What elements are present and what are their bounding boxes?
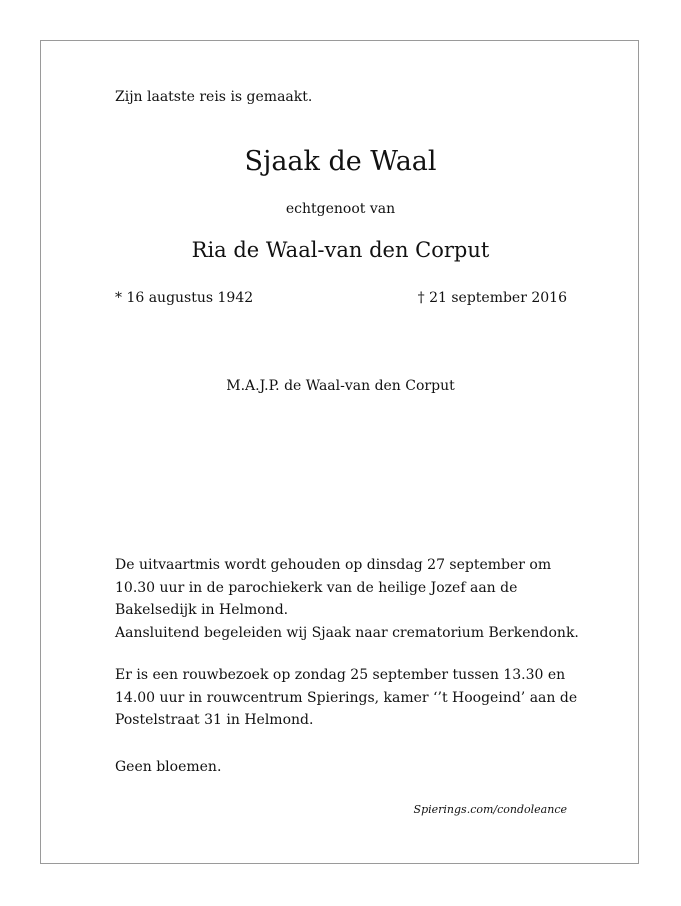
visitation-line: Er is een rouwbezoek op zondag 25 september tussen 13.30 en [115,667,566,683]
relation-text: echtgenoot van [285,201,396,217]
intro-text: Zijn laatste reis is gemaakt. [115,89,313,105]
visitation-line: 14.00 uur in rouwcentrum Spierings, kamer ‘’t Hoogeind’ aan de [115,689,578,706]
ceremony-line: Aansluitend begeleiden wij Sjaak naar crematorium Berkendonk. [115,624,579,641]
visitation-paragraph [115,664,578,732]
closing-text: Geen bloemen. [115,759,222,775]
ceremony-line: Bakelsedijk in Helmond. [115,602,289,618]
family-names: M.A.J.P. de Waal-van den Corput [226,378,455,394]
ceremony-line: 10.30 uur in de parochiekerk van de heilige Jozef aan de [115,579,518,596]
condolence-link[interactable]: Spierings.com/condoleance [413,803,567,816]
visitation-line: Postelstraat 31 in Helmond. [115,712,314,728]
death-date: † 21 september 2016 [417,290,567,306]
ceremony-paragraph [115,554,579,644]
spouse-name: Ria de Waal-van den Corput [191,238,490,262]
closing-paragraph [115,756,575,779]
birth-date: * 16 augustus 1942 [115,290,254,306]
deceased-name: Sjaak de Waal [244,146,437,177]
ceremony-line: De uitvaartmis wordt gehouden op dinsdag 27 september om [115,557,552,573]
